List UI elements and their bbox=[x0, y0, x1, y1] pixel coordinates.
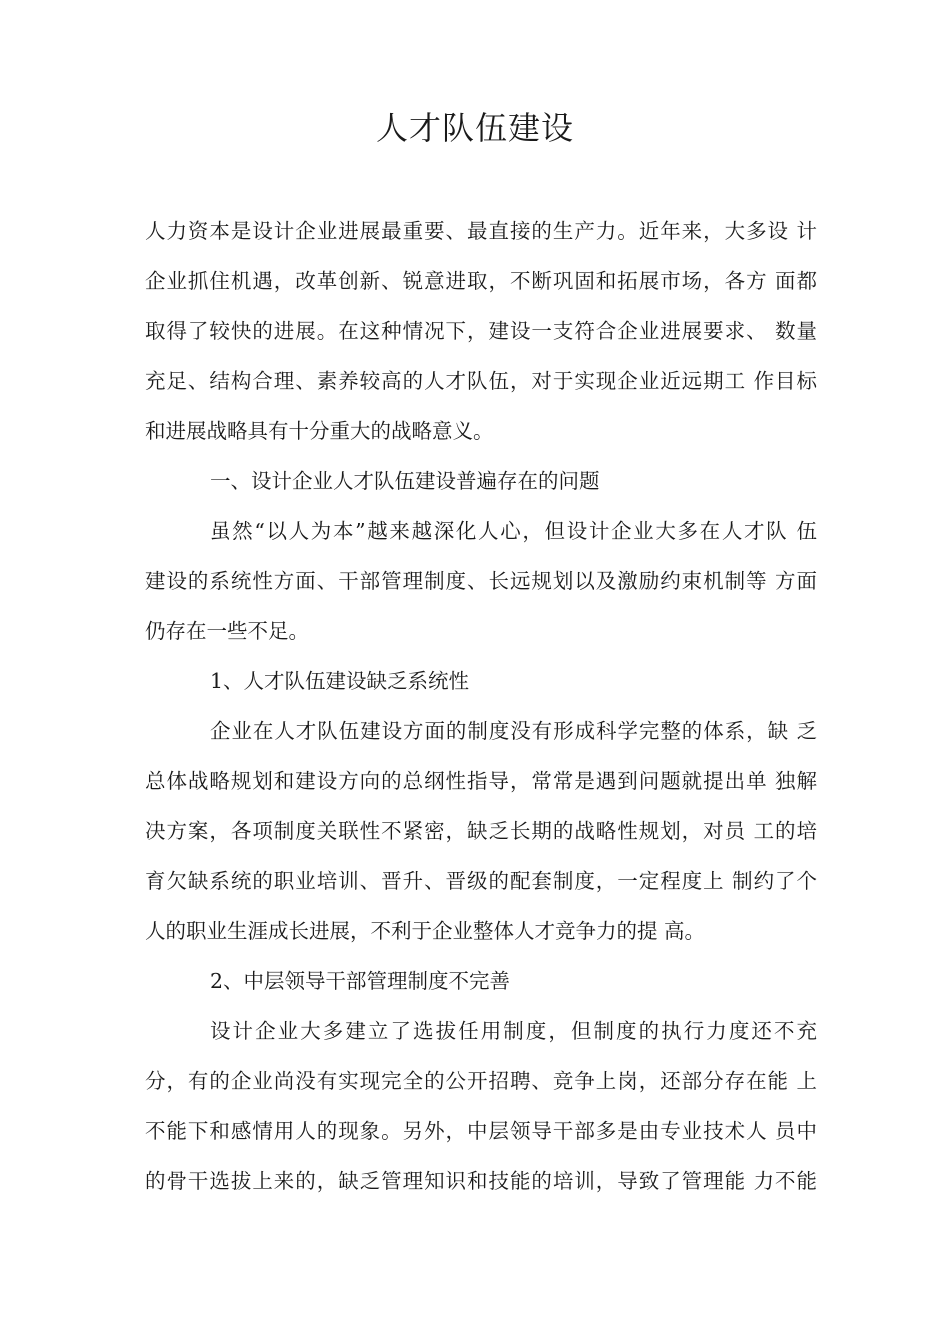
paragraph-line: 人的职业生涯成长进展，不利于企业整体人才竞争力的提 高。 bbox=[145, 919, 706, 943]
paragraph-line: 充足、结构合理、素养较高的人才队伍，对于实现企业近远期工 作目标 bbox=[145, 369, 817, 393]
paragraph-line: 人力资本是设计企业进展最重要、最直接的生产力。近年来，大多设 计 bbox=[145, 219, 817, 243]
subsection-heading: 1、人才队伍建设缺乏系统性 bbox=[210, 669, 470, 693]
document-title: 人才队伍建设 bbox=[375, 109, 574, 147]
section-heading: 一、设计企业人才队伍建设普遍存在的问题 bbox=[210, 469, 600, 493]
paragraph-line: 虽然“以人为本”越来越深化人心，但设计企业大多在人才队 伍 bbox=[210, 519, 817, 543]
paragraph-line: 企业在人才队伍建设方面的制度没有形成科学完整的体系，缺 乏 bbox=[210, 719, 817, 743]
paragraph-line: 决方案，各项制度关联性不紧密，缺乏长期的战略性规划，对员 工的培 bbox=[145, 819, 817, 843]
subsection-heading: 2、中层领导干部管理制度不完善 bbox=[210, 969, 511, 993]
paragraph-line: 企业抓住机遇，改革创新、锐意进取，不断巩固和拓展市场，各方 面都 bbox=[145, 269, 817, 293]
paragraph-line: 总体战略规划和建设方向的总纲性指导，常常是遇到问题就提出单 独解 bbox=[145, 769, 817, 793]
paragraph-line: 的骨干选拔上来的，缺乏管理知识和技能的培训，导致了管理能 力不能 bbox=[145, 1169, 817, 1193]
paragraph-line: 取得了较快的进展。在这种情况下，建设一支符合企业进展要求、 数量 bbox=[145, 319, 817, 343]
paragraph-line: 和进展战略具有十分重大的战略意义。 bbox=[145, 419, 494, 443]
paragraph-line: 分，有的企业尚没有实现完全的公开招聘、竞争上岗，还部分存在能 上 bbox=[145, 1069, 817, 1093]
paragraph-line: 设计企业大多建立了选拔任用制度，但制度的执行力度还不充 bbox=[210, 1019, 817, 1043]
paragraph-line: 育欠缺系统的职业培训、晋升、晋级的配套制度，一定程度上 制约了个 bbox=[145, 869, 817, 893]
paragraph-line: 不能下和感情用人的现象。另外，中层领导干部多是由专业技术人 员中 bbox=[145, 1119, 817, 1143]
paragraph-line: 建设的系统性方面、干部管理制度、长远规划以及激励约束机制等 方面 bbox=[145, 569, 817, 593]
paragraph-line: 仍存在一些不足。 bbox=[145, 619, 309, 643]
